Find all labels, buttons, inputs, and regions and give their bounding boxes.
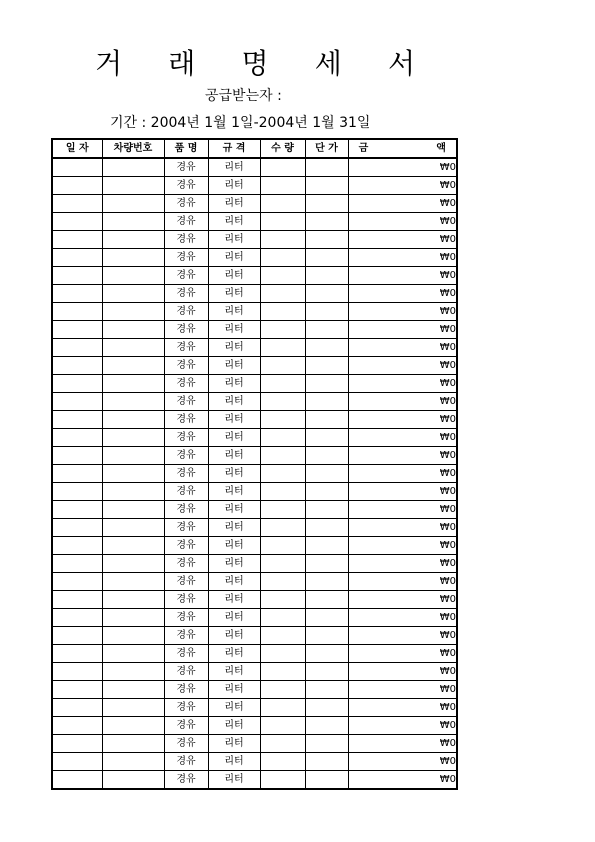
cell-amount: ₩0	[348, 339, 457, 357]
cell-item-name: 경유	[164, 771, 208, 790]
cell-amount: ₩0	[348, 177, 457, 195]
cell-amount: ₩0	[348, 627, 457, 645]
cell-unit-price	[305, 609, 348, 627]
title-char: 거	[95, 47, 123, 80]
cell-unit-price	[305, 303, 348, 321]
table-row	[52, 501, 457, 519]
table-row	[52, 699, 457, 717]
cell-unit-price	[305, 177, 348, 195]
cell-item-name: 경유	[164, 339, 208, 357]
cell-quantity	[260, 321, 305, 339]
table-header-row	[52, 139, 457, 158]
cell-unit-price	[305, 573, 348, 591]
cell-date	[52, 573, 102, 591]
cell-item-name: 경유	[164, 627, 208, 645]
cell-quantity	[260, 717, 305, 735]
cell-vehicle-number	[102, 303, 164, 321]
cell-quantity	[260, 645, 305, 663]
cell-date	[52, 303, 102, 321]
cell-vehicle-number	[102, 735, 164, 753]
cell-unit-price	[305, 357, 348, 375]
cell-vehicle-number	[102, 465, 164, 483]
cell-date	[52, 393, 102, 411]
table-row	[52, 303, 457, 321]
cell-spec: 리터	[208, 321, 260, 339]
cell-date	[52, 249, 102, 267]
cell-quantity	[260, 375, 305, 393]
cell-item-name: 경유	[164, 375, 208, 393]
recipient-label: 공급받는자 :	[205, 88, 282, 104]
cell-date	[52, 447, 102, 465]
cell-item-name: 경유	[164, 357, 208, 375]
cell-vehicle-number	[102, 645, 164, 663]
cell-spec: 리터	[208, 609, 260, 627]
cell-quantity	[260, 753, 305, 771]
cell-unit-price	[305, 519, 348, 537]
table-row	[52, 213, 457, 231]
cell-spec: 리터	[208, 735, 260, 753]
cell-item-name: 경유	[164, 303, 208, 321]
table-row	[52, 663, 457, 681]
cell-vehicle-number	[102, 663, 164, 681]
cell-spec: 리터	[208, 213, 260, 231]
cell-item-name: 경유	[164, 393, 208, 411]
table-row	[52, 267, 457, 285]
cell-quantity	[260, 555, 305, 573]
table-row	[52, 357, 457, 375]
cell-spec: 리터	[208, 285, 260, 303]
table-row	[52, 158, 457, 177]
cell-spec: 리터	[208, 357, 260, 375]
header-vehicle-number: 차량번호	[102, 139, 164, 158]
cell-vehicle-number	[102, 627, 164, 645]
cell-item-name: 경유	[164, 519, 208, 537]
cell-amount: ₩0	[348, 303, 457, 321]
table-row	[52, 519, 457, 537]
cell-date	[52, 213, 102, 231]
cell-quantity	[260, 627, 305, 645]
table-row	[52, 429, 457, 447]
cell-amount: ₩0	[348, 699, 457, 717]
cell-vehicle-number	[102, 519, 164, 537]
cell-vehicle-number	[102, 771, 164, 790]
cell-amount: ₩0	[348, 681, 457, 699]
cell-date	[52, 411, 102, 429]
table-row	[52, 195, 457, 213]
title-char: 서	[387, 47, 415, 80]
cell-vehicle-number	[102, 213, 164, 231]
cell-unit-price	[305, 483, 348, 501]
cell-unit-price	[305, 681, 348, 699]
table-row	[52, 681, 457, 699]
cell-item-name: 경유	[164, 483, 208, 501]
cell-vehicle-number	[102, 537, 164, 555]
cell-vehicle-number	[102, 609, 164, 627]
cell-item-name: 경유	[164, 447, 208, 465]
cell-spec: 리터	[208, 681, 260, 699]
table-row	[52, 627, 457, 645]
cell-quantity	[260, 681, 305, 699]
cell-item-name: 경유	[164, 681, 208, 699]
cell-item-name: 경유	[164, 555, 208, 573]
cell-item-name: 경유	[164, 231, 208, 249]
table-row	[52, 591, 457, 609]
table-row	[52, 177, 457, 195]
cell-quantity	[260, 591, 305, 609]
header-date: 일 자	[52, 139, 102, 158]
cell-amount: ₩0	[348, 213, 457, 231]
cell-item-name: 경유	[164, 735, 208, 753]
cell-amount: ₩0	[348, 771, 457, 790]
table-row	[52, 555, 457, 573]
cell-spec: 리터	[208, 501, 260, 519]
cell-date	[52, 555, 102, 573]
cell-vehicle-number	[102, 375, 164, 393]
cell-amount: ₩0	[348, 195, 457, 213]
cell-amount: ₩0	[348, 717, 457, 735]
cell-date	[52, 627, 102, 645]
cell-quantity	[260, 411, 305, 429]
cell-vehicle-number	[102, 573, 164, 591]
table-row	[52, 411, 457, 429]
cell-quantity	[260, 483, 305, 501]
cell-spec: 리터	[208, 717, 260, 735]
cell-vehicle-number	[102, 267, 164, 285]
cell-item-name: 경유	[164, 753, 208, 771]
cell-date	[52, 609, 102, 627]
cell-amount: ₩0	[348, 231, 457, 249]
cell-unit-price	[305, 393, 348, 411]
cell-spec: 리터	[208, 573, 260, 591]
cell-quantity	[260, 393, 305, 411]
cell-vehicle-number	[102, 285, 164, 303]
cell-spec: 리터	[208, 447, 260, 465]
cell-quantity	[260, 231, 305, 249]
cell-unit-price	[305, 158, 348, 177]
header-quantity: 수 량	[260, 139, 305, 158]
cell-amount: ₩0	[348, 483, 457, 501]
cell-date	[52, 699, 102, 717]
cell-amount: ₩0	[348, 321, 457, 339]
cell-unit-price	[305, 375, 348, 393]
cell-date	[52, 177, 102, 195]
cell-unit-price	[305, 753, 348, 771]
table-row	[52, 447, 457, 465]
cell-spec: 리터	[208, 303, 260, 321]
cell-unit-price	[305, 537, 348, 555]
cell-unit-price	[305, 285, 348, 303]
cell-date	[52, 537, 102, 555]
cell-amount: ₩0	[348, 447, 457, 465]
cell-date	[52, 771, 102, 790]
header-spec: 규 격	[208, 139, 260, 158]
cell-amount: ₩0	[348, 645, 457, 663]
table-row	[52, 231, 457, 249]
cell-unit-price	[305, 771, 348, 790]
table-row	[52, 483, 457, 501]
table-row	[52, 717, 457, 735]
cell-unit-price	[305, 429, 348, 447]
cell-unit-price	[305, 213, 348, 231]
cell-date	[52, 681, 102, 699]
cell-item-name: 경유	[164, 465, 208, 483]
cell-vehicle-number	[102, 429, 164, 447]
cell-quantity	[260, 158, 305, 177]
cell-amount: ₩0	[348, 249, 457, 267]
cell-quantity	[260, 573, 305, 591]
cell-amount: ₩0	[348, 519, 457, 537]
cell-spec: 리터	[208, 465, 260, 483]
cell-amount: ₩0	[348, 663, 457, 681]
cell-unit-price	[305, 321, 348, 339]
title-char: 래	[168, 47, 196, 80]
cell-amount: ₩0	[348, 537, 457, 555]
cell-unit-price	[305, 267, 348, 285]
cell-quantity	[260, 465, 305, 483]
cell-spec: 리터	[208, 195, 260, 213]
cell-quantity	[260, 519, 305, 537]
cell-quantity	[260, 177, 305, 195]
cell-item-name: 경유	[164, 537, 208, 555]
cell-date	[52, 357, 102, 375]
cell-unit-price	[305, 465, 348, 483]
cell-amount: ₩0	[348, 573, 457, 591]
header-amount-part: 금	[358, 143, 369, 154]
cell-amount: ₩0	[348, 158, 457, 177]
table-row	[52, 735, 457, 753]
cell-item-name: 경유	[164, 411, 208, 429]
cell-unit-price	[305, 249, 348, 267]
cell-quantity	[260, 537, 305, 555]
cell-amount: ₩0	[348, 375, 457, 393]
table-row	[52, 609, 457, 627]
cell-date	[52, 501, 102, 519]
cell-item-name: 경유	[164, 717, 208, 735]
cell-item-name: 경유	[164, 195, 208, 213]
cell-quantity	[260, 663, 305, 681]
cell-spec: 리터	[208, 699, 260, 717]
cell-item-name: 경유	[164, 213, 208, 231]
cell-vehicle-number	[102, 339, 164, 357]
cell-amount: ₩0	[348, 555, 457, 573]
cell-unit-price	[305, 663, 348, 681]
cell-spec: 리터	[208, 375, 260, 393]
cell-amount: ₩0	[348, 465, 457, 483]
table-row	[52, 375, 457, 393]
cell-amount: ₩0	[348, 591, 457, 609]
cell-vehicle-number	[102, 501, 164, 519]
cell-vehicle-number	[102, 158, 164, 177]
cell-vehicle-number	[102, 591, 164, 609]
cell-unit-price	[305, 591, 348, 609]
cell-date	[52, 321, 102, 339]
cell-unit-price	[305, 339, 348, 357]
cell-vehicle-number	[102, 699, 164, 717]
cell-spec: 리터	[208, 267, 260, 285]
cell-item-name: 경유	[164, 609, 208, 627]
cell-spec: 리터	[208, 753, 260, 771]
cell-unit-price	[305, 195, 348, 213]
cell-item-name: 경유	[164, 591, 208, 609]
cell-item-name: 경유	[164, 267, 208, 285]
cell-item-name: 경유	[164, 177, 208, 195]
cell-spec: 리터	[208, 645, 260, 663]
header-amount	[348, 139, 457, 158]
cell-spec: 리터	[208, 591, 260, 609]
title-char: 명	[241, 47, 269, 80]
cell-amount: ₩0	[348, 609, 457, 627]
cell-date	[52, 465, 102, 483]
cell-quantity	[260, 735, 305, 753]
cell-vehicle-number	[102, 393, 164, 411]
cell-unit-price	[305, 501, 348, 519]
cell-date	[52, 429, 102, 447]
cell-amount: ₩0	[348, 429, 457, 447]
cell-date	[52, 483, 102, 501]
cell-spec: 리터	[208, 231, 260, 249]
cell-item-name: 경유	[164, 573, 208, 591]
cell-item-name: 경유	[164, 699, 208, 717]
header-item-name: 품 명	[164, 139, 208, 158]
cell-spec: 리터	[208, 483, 260, 501]
cell-quantity	[260, 771, 305, 790]
table-row	[52, 393, 457, 411]
cell-vehicle-number	[102, 177, 164, 195]
cell-quantity	[260, 213, 305, 231]
cell-quantity	[260, 339, 305, 357]
cell-spec: 리터	[208, 429, 260, 447]
cell-item-name: 경유	[164, 158, 208, 177]
cell-date	[52, 735, 102, 753]
cell-quantity	[260, 429, 305, 447]
cell-date	[52, 645, 102, 663]
title-char: 세	[314, 47, 342, 80]
cell-amount: ₩0	[348, 267, 457, 285]
cell-quantity	[260, 609, 305, 627]
cell-date	[52, 231, 102, 249]
cell-vehicle-number	[102, 753, 164, 771]
cell-vehicle-number	[102, 483, 164, 501]
cell-quantity	[260, 249, 305, 267]
cell-item-name: 경유	[164, 645, 208, 663]
cell-item-name: 경유	[164, 321, 208, 339]
cell-amount: ₩0	[348, 735, 457, 753]
cell-date	[52, 285, 102, 303]
table-row	[52, 465, 457, 483]
cell-date	[52, 717, 102, 735]
cell-spec: 리터	[208, 411, 260, 429]
cell-vehicle-number	[102, 321, 164, 339]
header-amount-part: 액	[436, 143, 446, 154]
cell-unit-price	[305, 645, 348, 663]
cell-date	[52, 753, 102, 771]
cell-amount: ₩0	[348, 411, 457, 429]
cell-spec: 리터	[208, 771, 260, 790]
cell-vehicle-number	[102, 357, 164, 375]
table-row	[52, 753, 457, 771]
table-row	[52, 249, 457, 267]
cell-unit-price	[305, 699, 348, 717]
period-text: 기간 : 2004년 1월 1일-2004년 1월 31일	[110, 115, 371, 131]
cell-vehicle-number	[102, 231, 164, 249]
cell-quantity	[260, 447, 305, 465]
cell-quantity	[260, 699, 305, 717]
transaction-table	[51, 138, 458, 790]
cell-vehicle-number	[102, 195, 164, 213]
cell-quantity	[260, 267, 305, 285]
cell-vehicle-number	[102, 555, 164, 573]
cell-amount: ₩0	[348, 285, 457, 303]
cell-amount: ₩0	[348, 393, 457, 411]
cell-quantity	[260, 357, 305, 375]
cell-spec: 리터	[208, 627, 260, 645]
cell-date	[52, 195, 102, 213]
cell-quantity	[260, 195, 305, 213]
table-row	[52, 645, 457, 663]
cell-spec: 리터	[208, 537, 260, 555]
cell-vehicle-number	[102, 717, 164, 735]
cell-item-name: 경유	[164, 663, 208, 681]
document-title	[95, 44, 415, 84]
cell-unit-price	[305, 447, 348, 465]
cell-date	[52, 663, 102, 681]
cell-date	[52, 519, 102, 537]
table-row	[52, 573, 457, 591]
cell-item-name: 경유	[164, 429, 208, 447]
cell-spec: 리터	[208, 663, 260, 681]
cell-unit-price	[305, 555, 348, 573]
cell-unit-price	[305, 735, 348, 753]
cell-item-name: 경유	[164, 501, 208, 519]
cell-vehicle-number	[102, 447, 164, 465]
cell-quantity	[260, 501, 305, 519]
cell-spec: 리터	[208, 177, 260, 195]
cell-vehicle-number	[102, 681, 164, 699]
table-row	[52, 771, 457, 790]
cell-quantity	[260, 285, 305, 303]
table-row	[52, 321, 457, 339]
cell-spec: 리터	[208, 393, 260, 411]
cell-vehicle-number	[102, 249, 164, 267]
cell-item-name: 경유	[164, 285, 208, 303]
cell-date	[52, 375, 102, 393]
header-unit-price: 단 가	[305, 139, 348, 158]
cell-date	[52, 591, 102, 609]
cell-spec: 리터	[208, 249, 260, 267]
cell-spec: 리터	[208, 555, 260, 573]
cell-unit-price	[305, 231, 348, 249]
table-row	[52, 339, 457, 357]
cell-unit-price	[305, 717, 348, 735]
cell-unit-price	[305, 627, 348, 645]
cell-item-name: 경유	[164, 249, 208, 267]
cell-amount: ₩0	[348, 501, 457, 519]
cell-vehicle-number	[102, 411, 164, 429]
cell-spec: 리터	[208, 158, 260, 177]
cell-amount: ₩0	[348, 753, 457, 771]
cell-date	[52, 267, 102, 285]
cell-amount: ₩0	[348, 357, 457, 375]
cell-spec: 리터	[208, 519, 260, 537]
cell-quantity	[260, 303, 305, 321]
cell-spec: 리터	[208, 339, 260, 357]
cell-unit-price	[305, 411, 348, 429]
cell-date	[52, 339, 102, 357]
table-row	[52, 285, 457, 303]
cell-date	[52, 158, 102, 177]
table-row	[52, 537, 457, 555]
